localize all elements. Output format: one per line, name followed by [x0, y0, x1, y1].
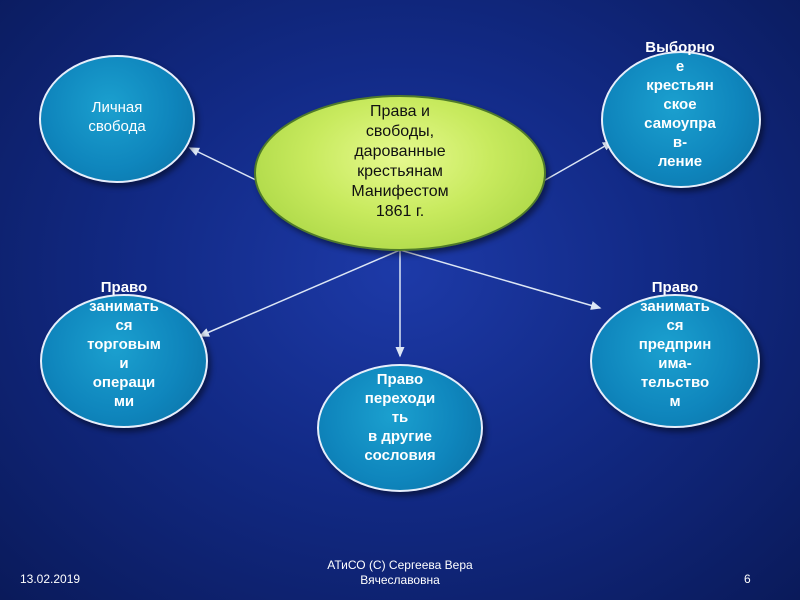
footer-date: 13.02.2019	[20, 572, 81, 586]
self-government-label: Выборно е крестьян ское самоупра в- ление	[644, 39, 716, 170]
connector-to-trade	[200, 250, 400, 336]
trade-label: Право занимать ся торговым и операци ми	[87, 279, 161, 410]
footer-author: АТиСО (С) Сергеева Вера Вячеславовна	[327, 558, 473, 587]
slide-number: 6	[744, 572, 751, 586]
estate-transfer-label: Право переходи ть в другие сословия	[364, 371, 436, 464]
entrepreneurship-label: Право занимать ся предприн има- тельство м	[638, 279, 712, 410]
center-topic-label: Права и свободы, дарованные крестьянам Манифестом 1861 г.	[351, 103, 449, 220]
connector-to-personal-freedom	[190, 148, 262, 183]
personal-freedom-label: Личная свобода	[88, 99, 146, 135]
connector-to-entrepreneurship	[400, 250, 600, 308]
connector-to-self-government	[540, 142, 612, 183]
